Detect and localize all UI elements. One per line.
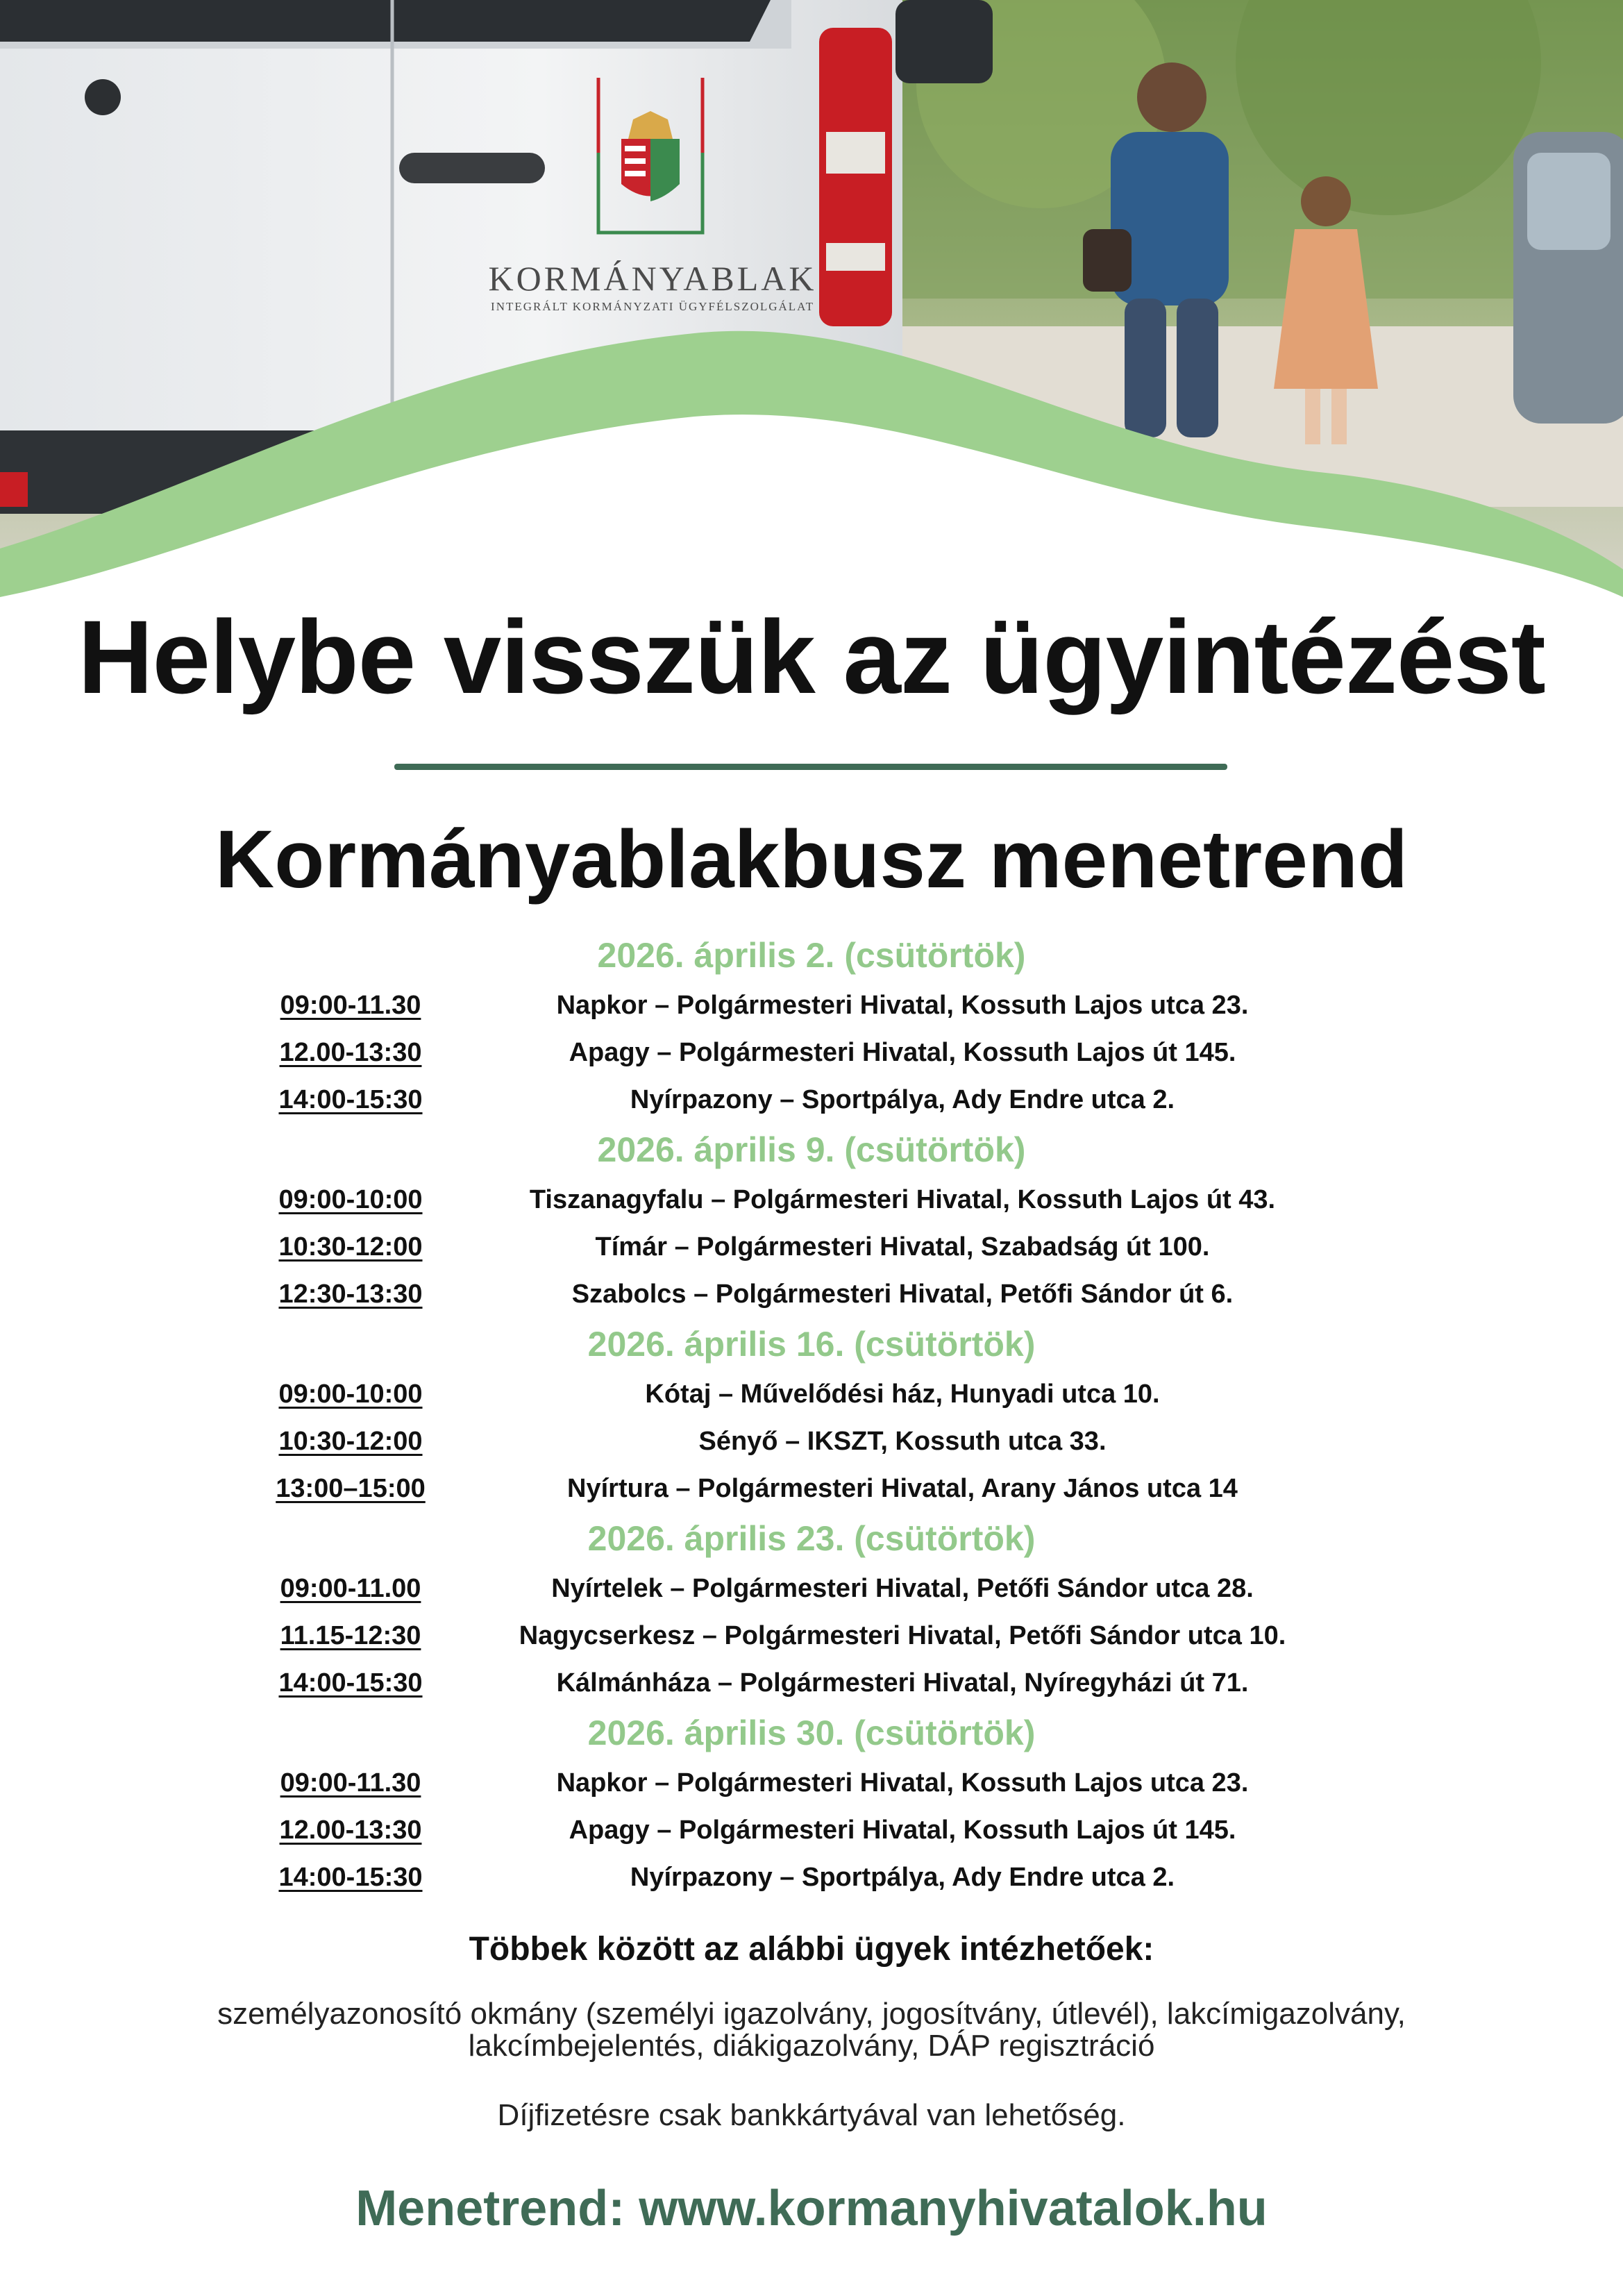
stop-place: Nyírpazony – Sportpálya, Ady Endre utca 2. — [630, 1863, 1175, 1892]
schedule-row — [0, 1807, 1623, 1854]
headline: Helybe visszük az ügyintézést — [78, 598, 1545, 715]
schedule-row — [0, 1176, 1623, 1223]
stop-place: Apagy – Polgármesteri Hivatal, Kossuth Lajos út 145. — [569, 1038, 1236, 1067]
services-line: személyazonosító okmány (személyi igazolvány, jogosítvány, útlevél), lakcímigazolvány, — [217, 1997, 1406, 2031]
schedule — [0, 929, 1623, 1901]
schedule-title: Kormányablakbusz menetrend — [215, 814, 1408, 905]
schedule-row — [0, 1076, 1623, 1123]
services-list — [139, 1998, 1484, 2062]
services-line: lakcímbejelentés, diákigazolvány, DÁP regisztráció — [468, 2029, 1155, 2063]
schedule-row — [0, 982, 1623, 1029]
schedule-row — [0, 1371, 1623, 1418]
stop-place: Sényő – IKSZT, Kossuth utca 33. — [698, 1427, 1107, 1456]
day-heading: 2026. április 23. (csütörtök) — [587, 1519, 1036, 1558]
stop-place: Napkor – Polgármesteri Hivatal, Kossuth Lajos utca 23. — [556, 991, 1249, 1020]
stop-place: Nyírtura – Polgármesteri Hivatal, Arany János utca 14 — [567, 1474, 1238, 1503]
kormanyablak-logo — [486, 258, 819, 314]
stop-time: 12.00-13:30 — [279, 1038, 422, 1067]
schedule-row — [0, 1418, 1623, 1465]
day-heading: 2026. április 9. (csütörtök) — [597, 1130, 1026, 1169]
stop-time: 09:00-11.00 — [280, 1574, 421, 1603]
stop-place: Napkor – Polgármesteri Hivatal, Kossuth Lajos utca 23. — [556, 1768, 1249, 1798]
schedule-day — [0, 1512, 1623, 1707]
stop-place: Tiszanagyfalu – Polgármesteri Hivatal, Kossuth Lajos út 43. — [529, 1185, 1276, 1214]
brand-tagline: INTEGRÁLT KORMÁNYZATI ÜGYFÉLSZOLGÁLAT — [491, 300, 814, 313]
schedule-row — [0, 1565, 1623, 1612]
divider — [394, 764, 1227, 770]
schedule-row — [0, 1612, 1623, 1659]
stop-time: 11.15-12:30 — [280, 1621, 421, 1650]
stop-time: 12.00-13:30 — [279, 1816, 422, 1845]
stop-time: 09:00-10:00 — [278, 1380, 423, 1409]
day-heading: 2026. április 16. (csütörtök) — [587, 1325, 1036, 1364]
stop-place: Nyírtelek – Polgármesteri Hivatal, Petőfi Sándor utca 28. — [551, 1574, 1254, 1603]
stop-time: 09:00-11.30 — [280, 991, 421, 1020]
schedule-row — [0, 1465, 1623, 1512]
stop-time: 10:30-12:00 — [278, 1427, 423, 1456]
schedule-day — [0, 1123, 1623, 1318]
stop-place: Kálmánháza – Polgármesteri Hivatal, Nyíregyházi út 71. — [556, 1668, 1249, 1698]
stop-place: Kótaj – Művelődési ház, Hunyadi utca 10. — [645, 1380, 1160, 1409]
stop-time: 12:30-13:30 — [278, 1280, 423, 1309]
schedule-row — [0, 1854, 1623, 1901]
day-heading: 2026. április 30. (csütörtök) — [587, 1713, 1036, 1752]
brand-name: KORMÁNYABLAK — [488, 259, 817, 298]
schedule-day — [0, 1707, 1623, 1901]
schedule-row — [0, 1223, 1623, 1271]
stop-place: Nyírpazony – Sportpálya, Ady Endre utca 2. — [630, 1085, 1175, 1114]
schedule-row — [0, 1029, 1623, 1076]
stop-time: 14:00-15:30 — [278, 1085, 423, 1114]
schedule-row — [0, 1659, 1623, 1707]
stop-time: 09:00-10:00 — [278, 1185, 423, 1214]
stop-time: 13:00–15:00 — [276, 1474, 426, 1503]
stop-place: Apagy – Polgármesteri Hivatal, Kossuth Lajos út 145. — [569, 1816, 1236, 1845]
payment-note: Díjfizetésre csak bankkártyával van lehetőség. — [497, 2098, 1126, 2132]
stop-time: 14:00-15:30 — [278, 1863, 423, 1892]
schedule-row — [0, 1759, 1623, 1807]
stop-place: Nagycserkesz – Polgármesteri Hivatal, Petőfi Sándor utca 10. — [519, 1621, 1286, 1650]
stop-place: Szabolcs – Polgármesteri Hivatal, Petőfi Sándor út 6. — [571, 1280, 1234, 1309]
schedule-day — [0, 929, 1623, 1123]
stop-time: 10:30-12:00 — [278, 1232, 423, 1262]
schedule-day — [0, 1318, 1623, 1512]
stop-time: 14:00-15:30 — [278, 1668, 423, 1698]
footer-website: Menetrend: www.kormanyhivatalok.hu — [355, 2181, 1268, 2236]
stop-place: Tímár – Polgármesteri Hivatal, Szabadság út 100. — [595, 1232, 1210, 1262]
services-title: Többek között az alábbi ügyek intézhetőek: — [469, 1931, 1154, 1968]
stop-time: 09:00-11.30 — [280, 1768, 421, 1798]
hero-photo — [0, 0, 1623, 611]
schedule-row — [0, 1271, 1623, 1318]
day-heading: 2026. április 2. (csütörtök) — [597, 936, 1026, 975]
